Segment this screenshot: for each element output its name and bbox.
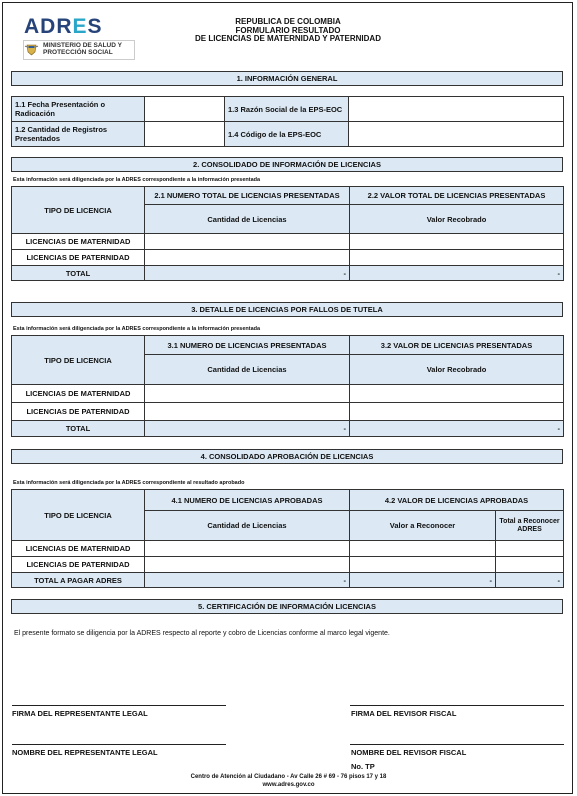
label-cantidad-registros: 1.2 Cantidad de Registros Presentados bbox=[12, 122, 145, 147]
header-form: FORMULARIO RESULTADO bbox=[235, 25, 341, 35]
section-2-title: 2. CONSOLIDADO DE INFORMACIÓN DE LICENCIAS bbox=[11, 157, 563, 172]
label-firma-revisor: FIRMA DEL REVISOR FISCAL bbox=[351, 709, 457, 718]
adres-logo bbox=[19, 13, 139, 63]
section-3-note: Esta información será diligenciada por la ADRES correspondiente a la información presentada bbox=[13, 326, 261, 332]
total-valor: - bbox=[350, 421, 564, 437]
name-line-rep bbox=[12, 744, 226, 745]
header-2-1: 2.1 NUMERO TOTAL DE LICENCIAS PRESENTADAS bbox=[145, 187, 350, 205]
total-cantidad: - bbox=[145, 573, 350, 588]
total-cantidad: - bbox=[145, 266, 350, 281]
subheader-cantidad: Cantidad de Licencias bbox=[145, 511, 350, 541]
cell-maternidad-valor[interactable] bbox=[350, 541, 496, 557]
row-total-pagar: TOTAL A PAGAR ADRES bbox=[12, 573, 145, 588]
header-tipo-licencia: TIPO DE LICENCIA bbox=[12, 490, 145, 541]
cell-paternidad-cantidad[interactable] bbox=[145, 403, 350, 421]
cell-maternidad-valor[interactable] bbox=[350, 385, 564, 403]
consolidated-table bbox=[11, 186, 564, 281]
row-maternidad: LICENCIAS DE MATERNIDAD bbox=[12, 385, 145, 403]
row-total: TOTAL bbox=[12, 421, 145, 437]
label-fecha: 1.1 Fecha Presentación o Radicación bbox=[12, 97, 145, 122]
cell-paternidad-valor[interactable] bbox=[350, 403, 564, 421]
section-5-title: 5. CERTIFICACIÓN DE INFORMACIÓN LICENCIAS bbox=[11, 599, 563, 614]
adres-wordmark: ADRES bbox=[24, 15, 103, 38]
input-razon-social[interactable] bbox=[349, 97, 564, 122]
subheader-cantidad: Cantidad de Licencias bbox=[145, 355, 350, 385]
header-4-2: 4.2 VALOR DE LICENCIAS APROBADAS bbox=[350, 490, 564, 511]
signature-line-rev bbox=[350, 705, 564, 706]
header-tipo-licencia: TIPO DE LICENCIA bbox=[12, 187, 145, 234]
general-info-table bbox=[11, 96, 564, 147]
row-paternidad: LICENCIAS DE PATERNIDAD bbox=[12, 250, 145, 266]
ministry-name: MINISTERIO DE SALUD Y PROTECCIÓN SOCIAL bbox=[43, 42, 122, 56]
input-cantidad-registros[interactable] bbox=[145, 122, 225, 147]
label-razon-social: 1.3 Razón Social de la EPS-EOC bbox=[225, 97, 349, 122]
total-reconocer: - bbox=[496, 573, 564, 588]
cell-paternidad-valor[interactable] bbox=[350, 557, 496, 573]
header-4-1: 4.1 NUMERO DE LICENCIAS APROBADAS bbox=[145, 490, 350, 511]
section-4-note: Esta información será diligenciada por la ADRES correspondiente al resultado aprobado bbox=[13, 480, 245, 486]
cell-maternidad-valor[interactable] bbox=[350, 234, 564, 250]
form-header bbox=[153, 18, 423, 44]
section-3-title: 3. DETALLE DE LICENCIAS POR FALLOS DE TUTELA bbox=[11, 302, 563, 317]
header-title: DE LICENCIAS DE MATERNIDAD Y PATERNIDAD bbox=[195, 34, 381, 43]
name-line-rev bbox=[350, 744, 564, 745]
header-3-2: 3.2 VALOR DE LICENCIAS PRESENTADAS bbox=[350, 336, 564, 355]
input-codigo-eps[interactable] bbox=[349, 122, 564, 147]
subheader-valor-reconocer: Valor a Reconocer bbox=[350, 511, 496, 541]
total-valor: - bbox=[350, 266, 564, 281]
subheader-valor: Valor Recobrado bbox=[350, 355, 564, 385]
signature-line-rep bbox=[12, 705, 226, 706]
total-valor: - bbox=[350, 573, 496, 588]
cell-paternidad-total[interactable] bbox=[496, 557, 564, 573]
cell-paternidad-valor[interactable] bbox=[350, 250, 564, 266]
cell-maternidad-cantidad[interactable] bbox=[145, 541, 350, 557]
header-tipo-licencia: TIPO DE LICENCIA bbox=[12, 336, 145, 385]
cell-maternidad-total[interactable] bbox=[496, 541, 564, 557]
section-4-title: 4. CONSOLIDADO APROBACIÓN DE LICENCIAS bbox=[11, 449, 563, 464]
row-paternidad: LICENCIAS DE PATERNIDAD bbox=[12, 403, 145, 421]
footer-website[interactable]: www.adres.gov.co bbox=[262, 782, 315, 788]
header-2-2: 2.2 VALOR TOTAL DE LICENCIAS PRESENTADAS bbox=[350, 187, 564, 205]
tutela-table bbox=[11, 335, 564, 437]
row-maternidad: LICENCIAS DE MATERNIDAD bbox=[12, 234, 145, 250]
subheader-valor: Valor Recobrado bbox=[350, 205, 564, 234]
section-1-title: 1. INFORMACIÓN GENERAL bbox=[11, 71, 563, 86]
row-total: TOTAL bbox=[12, 266, 145, 281]
row-paternidad: LICENCIAS DE PATERNIDAD bbox=[12, 557, 145, 573]
cell-maternidad-cantidad[interactable] bbox=[145, 234, 350, 250]
subheader-cantidad: Cantidad de Licencias bbox=[145, 205, 350, 234]
input-fecha[interactable] bbox=[145, 97, 225, 122]
approval-table bbox=[11, 489, 564, 588]
footer-address: Centro de Atención al Ciudadano - Av Calle 26 # 69 - 76 pisos 17 y 18 bbox=[190, 774, 387, 780]
section-2-note: Esta información será diligenciada por la ADRES correspondiente a la información presentada bbox=[13, 177, 261, 183]
label-codigo-eps: 1.4 Código de la EPS-EOC bbox=[225, 122, 349, 147]
label-nombre-representante: NOMBRE DEL REPRESENTANTE LEGAL bbox=[12, 748, 158, 757]
row-maternidad: LICENCIAS DE MATERNIDAD bbox=[12, 541, 145, 557]
subheader-total-reconocer: Total a Reconocer ADRES bbox=[496, 511, 564, 541]
coat-of-arms-icon bbox=[24, 42, 39, 57]
label-firma-representante: FIRMA DEL REPRESENTANTE LEGAL bbox=[12, 709, 148, 718]
cell-maternidad-cantidad[interactable] bbox=[145, 385, 350, 403]
form-page bbox=[2, 2, 573, 794]
label-nombre-revisor: NOMBRE DEL REVISOR FISCAL bbox=[351, 748, 467, 757]
header-3-1: 3.1 NUMERO DE LICENCIAS PRESENTADAS bbox=[145, 336, 350, 355]
total-cantidad: - bbox=[145, 421, 350, 437]
label-tp: No. TP bbox=[351, 762, 375, 771]
certification-text: El presente formato se diligencia por la ADRES respecto al reporte y cobro de Licencias conforme al marco legal vigente. bbox=[14, 630, 390, 637]
header-country: REPUBLICA DE COLOMBIA bbox=[235, 17, 341, 26]
cell-paternidad-cantidad[interactable] bbox=[145, 250, 350, 266]
cell-paternidad-cantidad[interactable] bbox=[145, 557, 350, 573]
